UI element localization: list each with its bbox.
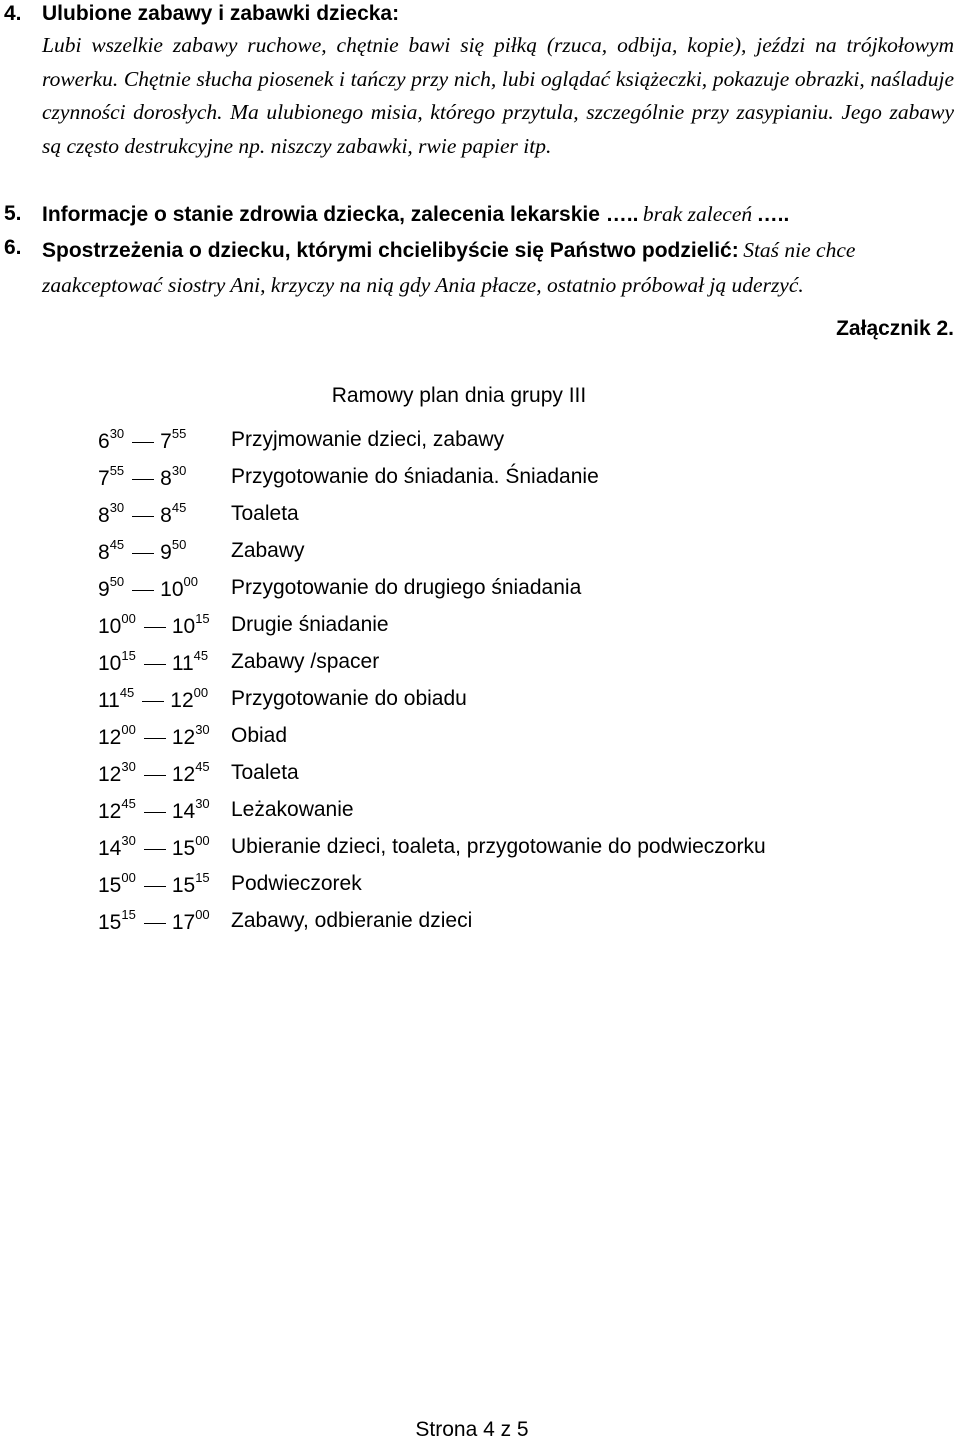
to-hour: 10 — [171, 615, 196, 638]
from-minute: 45 — [109, 537, 125, 552]
from-hour: 15 — [98, 911, 122, 934]
activity: Toaleta — [231, 502, 299, 525]
from-hour: 10 — [98, 652, 122, 675]
from-minute: 30 — [121, 759, 136, 774]
activity: Drugie śniadanie — [231, 613, 389, 636]
to-minute: 15 — [195, 870, 210, 885]
to-minute: 45 — [195, 759, 210, 774]
dash-separator — [144, 886, 166, 888]
from-hour: 12 — [98, 726, 122, 749]
activity: Obiad — [231, 724, 288, 747]
dash-separator — [144, 849, 166, 851]
section-6-answer: Staś nie chce zaakceptować siostry Ani, krzyczy na nią gdy Ania płacze, ostatnio próbował ją uderzyć. — [42, 238, 856, 297]
from-minute: 15 — [121, 907, 136, 922]
to-hour: 17 — [171, 911, 196, 934]
section-5-heading: Informacje o stanie zdrowia dziecka, zalecenia lekarskie ….. — [42, 203, 639, 226]
attachment-label: Załącznik 2. — [836, 317, 954, 340]
dash-separator — [144, 775, 166, 777]
activity: Leżakowanie — [231, 798, 354, 821]
to-hour: 11 — [171, 652, 194, 675]
from-hour: 12 — [98, 800, 122, 823]
from-minute: 30 — [109, 500, 125, 515]
from-hour: 8 — [98, 504, 110, 527]
from-minute: 50 — [109, 574, 125, 589]
time-range — [98, 798, 210, 824]
to-hour: 15 — [171, 874, 196, 897]
to-minute: 30 — [195, 796, 210, 811]
from-minute: 45 — [119, 685, 135, 700]
dash-separator — [132, 553, 154, 555]
time-range — [98, 650, 208, 676]
dash-separator — [132, 590, 154, 592]
activity: Zabawy — [231, 539, 305, 562]
time-range — [98, 761, 210, 787]
dash-separator — [132, 479, 154, 481]
to-minute: 30 — [195, 722, 210, 737]
section-6-heading: Spostrzeżenia o dziecku, którymi chcielibyście się Państwo podzielić: — [42, 239, 739, 262]
to-hour: 10 — [160, 578, 184, 601]
activity: Przygotowanie do śniadania. Śniadanie — [231, 465, 599, 488]
to-minute: 45 — [193, 648, 209, 663]
time-range — [98, 872, 210, 898]
to-hour: 7 — [160, 430, 172, 453]
to-hour: 12 — [170, 689, 194, 712]
dash-separator — [142, 701, 164, 703]
to-minute: 00 — [195, 833, 210, 848]
activity: Przygotowanie do obiadu — [231, 687, 467, 710]
section-4-heading: Ulubione zabawy i zabawki dziecka: — [42, 2, 400, 25]
section-6-number: 6. — [4, 236, 22, 259]
to-minute: 15 — [195, 611, 210, 626]
to-hour: 8 — [160, 504, 172, 527]
from-hour: 7 — [98, 467, 110, 490]
time-range — [98, 835, 210, 861]
from-minute: 15 — [121, 648, 136, 663]
time-range — [98, 465, 186, 491]
from-minute: 55 — [109, 463, 125, 478]
to-minute: 00 — [193, 685, 209, 700]
from-hour: 15 — [98, 874, 122, 897]
from-minute: 30 — [121, 833, 136, 848]
time-range — [98, 539, 186, 565]
dash-separator — [132, 516, 154, 518]
activity: Zabawy /spacer — [231, 650, 380, 673]
schedule-title: Ramowy plan dnia grupy III — [331, 384, 587, 407]
from-hour: 6 — [98, 430, 110, 453]
to-hour: 8 — [160, 467, 172, 490]
to-hour: 14 — [171, 800, 196, 823]
dash-separator — [144, 664, 166, 666]
activity: Zabawy, odbieranie dzieci — [231, 909, 473, 932]
from-minute: 00 — [121, 611, 136, 626]
dash-separator — [144, 738, 166, 740]
to-hour: 15 — [171, 837, 196, 860]
time-range — [98, 576, 198, 602]
from-hour: 12 — [98, 763, 122, 786]
to-hour: 12 — [171, 763, 196, 786]
to-minute: 00 — [183, 574, 198, 589]
activity: Ubieranie dzieci, toaleta, przygotowanie do podwieczorku — [231, 835, 766, 858]
time-range — [98, 687, 208, 713]
section-5-trail: ….. — [756, 203, 790, 226]
to-minute: 30 — [171, 463, 187, 478]
time-range — [98, 909, 210, 935]
dash-separator — [144, 923, 166, 925]
time-range — [98, 724, 210, 750]
from-hour: 8 — [98, 541, 110, 564]
to-minute: 55 — [171, 426, 187, 441]
time-range — [98, 428, 186, 454]
activity: Przygotowanie do drugiego śniadania — [231, 576, 582, 599]
to-hour: 12 — [171, 726, 196, 749]
dash-separator — [132, 442, 154, 444]
from-minute: 00 — [121, 870, 136, 885]
from-minute: 30 — [109, 426, 125, 441]
dash-separator — [144, 627, 166, 629]
section-4-number: 4. — [4, 2, 22, 25]
from-hour: 14 — [98, 837, 122, 860]
to-minute: 45 — [171, 500, 187, 515]
section-5-number: 5. — [4, 202, 22, 225]
dash-separator — [144, 812, 166, 814]
from-hour: 11 — [98, 689, 120, 712]
from-hour: 9 — [98, 578, 110, 601]
section-6-body — [42, 234, 956, 304]
section-4-text: Lubi wszelkie zabawy ruchowe, chętnie bawi się piłką (rzuca, odbija, kopie), jeździ na trójkołowym rowerku. Chętnie słucha piosenek i tańczy przy nich, lubi oglądać książeczki, pokazuje obrazki, naśladuje czynności dorosłych. Ma ulubionego misia, którego przytula, szczególnie przy zasypianiu. Jego zabawy są często destrukcyjne np. niszczy zabawki, rwie papier itp. — [42, 33, 954, 158]
from-minute: 45 — [121, 796, 136, 811]
from-minute: 00 — [121, 722, 136, 737]
to-hour: 9 — [160, 541, 172, 564]
page-footer: Strona 4 z 5 — [415, 1418, 529, 1441]
activity: Toaleta — [231, 761, 299, 784]
activity: Przyjmowanie dzieci, zabawy — [231, 428, 505, 451]
to-minute: 00 — [195, 907, 210, 922]
section-5-answer: brak zaleceń — [642, 202, 753, 226]
section-5-line — [42, 202, 789, 227]
from-hour: 10 — [98, 615, 122, 638]
time-range — [98, 502, 186, 528]
time-range — [98, 613, 210, 639]
activity: Podwieczorek — [231, 872, 362, 895]
to-minute: 50 — [171, 537, 187, 552]
